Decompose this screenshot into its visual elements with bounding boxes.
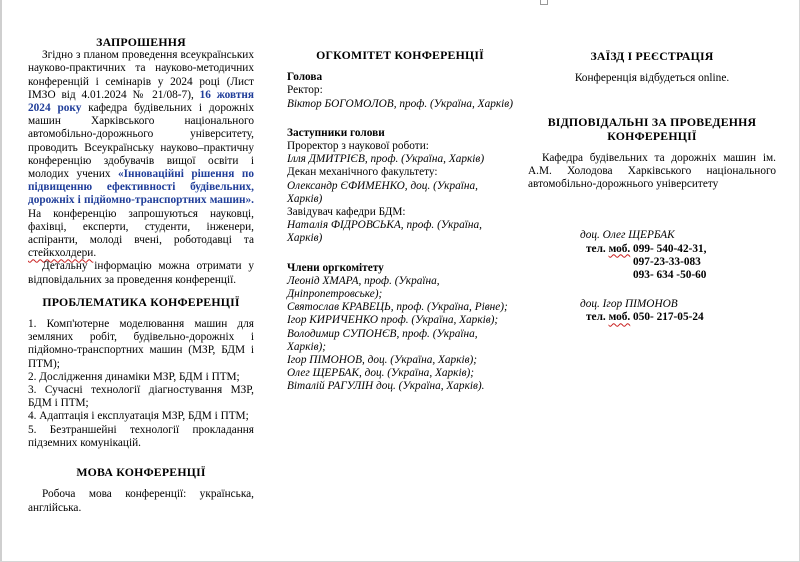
committee-member: Олег ЩЕРБАК, доц. (Україна, Харків); [287,367,475,380]
problem-item: 2. Дослідження динаміки МЗР, БДМ і ПТМ; [28,370,240,383]
invitation-text-3: На конференцію запрошуються науковці, фахівці, експерти, студенти, інженери, аспіранти, молоді вчені, роботодавці та [28,207,254,247]
contact-phone: 093- 634 -50-60 [633,269,707,282]
committee-member: Віталій РАГУЛІН доц. (Україна, Харків). [287,380,485,393]
spellcheck-word[interactable]: моб. [608,242,631,255]
deputy-name: Олександр ЄФИМЕНКО, доц. (Україна, Харків) [287,179,478,205]
committee-member: Леонід ХМАРА, проф. (Україна, Дніпропетровське); [287,274,440,301]
invitation-text-2: кафедра будівельних і дорожніх машин Харківського національного автомобільно-дорожнього університету, проводить Всеукраїнську науково–практичну конференцію здобувачів вищої освіти і молодих учених [28,102,254,181]
column-middle [287,49,513,394]
committee-member: Ігор КИРИЧЕНКО проф. (Україна, Харків); [287,314,499,327]
committee-member: Ігор ПІМОНОВ, доц. (Україна, Харків); [287,354,478,367]
contact-phone-line: тел. моб. 099- 540-42-31, [586,242,707,255]
committee-head-role: Ректор: [287,84,323,97]
ruler-marker[interactable] [540,0,548,5]
language-text: Робоча мова конференції: українська, англійська. [28,488,254,514]
responsible-title: ВІДПОВІДАЛЬНІ ЗА ПРОВЕДЕННЯ КОНФЕРЕНЦІЇ [547,115,757,143]
problem-item: 5. Безтраншейні технології прокладання підземних комунікацій. [28,423,254,449]
committee-head-label: Голова [287,71,323,84]
page-edge-left [0,0,2,562]
contact-name: доц. Ігор ПІМОНОВ [580,298,678,311]
contact-name: доц. Олег ЩЕРБАК [580,229,675,242]
contact-phone: 097-23-33-083 [633,255,701,268]
deputy-name: Ілля ДМИТРІЄВ, проф. (Україна, Харків) [287,153,485,166]
deputy-role: Завідувач кафедри БДМ: [287,206,406,219]
deputy-role: Декан механічного факультету: [287,166,438,179]
deputy-role: Проректор з наукової роботи: [287,140,429,153]
invitation-paragraph [28,49,254,260]
contact-block-1 [580,229,776,282]
spellcheck-word[interactable]: моб. [608,311,631,324]
problem-item: 1. Комп'ютерне моделювання машин для земляних робіт, будівельно-дорожніх і підйомно-транспортних машин (МЗР, БДМ і ПТМ); [28,318,254,370]
committee-members-label: Члени оргкомітету [287,261,384,274]
invitation-paragraph-2: Детальну інформацію можна отримати у відповідальних за проведення конференції. [28,260,254,286]
committee-member: Святослав КРАВЕЦЬ, проф. (Україна, Рівне); [287,301,508,314]
committee-deputies-label: Заступники голови [287,126,385,139]
contact-block-2 [580,298,776,324]
committee-member: Володимир СУПОНЄВ, проф. (Україна, Харків); [287,327,478,353]
conference-date: 16 жовтня 2024 року [28,88,254,115]
deputy-name: Наталія ФІДРОВСЬКА, проф. (Україна, Харків) [287,219,482,245]
committee-head-name: Віктор БОГОМОЛОВ, проф. (Україна, Харків) [287,97,513,110]
invitation-title: ЗАПРОШЕННЯ [96,35,186,49]
problem-item: 3. Сучасні технології діагностування МЗР, БДМ і ПТМ; [28,384,254,410]
contact-phone-line: тел. моб. 050- 217-05-24 [586,311,704,324]
registration-text: Конференція відбудеться online. [574,72,730,85]
invitation-text-1: Згідно з планом проведення всеукраїнських науково-практичних та науково-методичних конференцій і семінарів у 2024 році (Лист ІМЗО від 4.01.2024 № 21/08-7), [28,49,254,101]
conference-theme: «Інноваційні рішення по підвищенню ефективності будівельних, дорожніх і підйомно-транспортних машин». [28,168,254,207]
spellcheck-word[interactable]: стейкхолдери [28,247,94,260]
registration-title: ЗАЇЗД І РЕЄСТРАЦІЯ [590,49,714,63]
language-title: МОВА КОНФЕРЕНЦІЇ [76,465,206,480]
committee-title: ОГКОМІТЕТ КОНФЕРЕНЦІЇ [316,48,484,62]
problems-title: ПРОБЛЕМАТИКА КОНФЕРЕНЦІЇ [42,294,240,309]
problem-item: 4. Адаптація і експлуатація МЗР, БДМ і ПТМ; [28,410,249,423]
column-left [28,36,254,515]
invitation-text-end: . [93,247,97,260]
column-right [528,50,776,325]
responsible-text: Кафедра будівельних та дорожніх машин ім. А.М. Холодова Харківського національного автомобільно-дорожнього університету [528,151,776,191]
